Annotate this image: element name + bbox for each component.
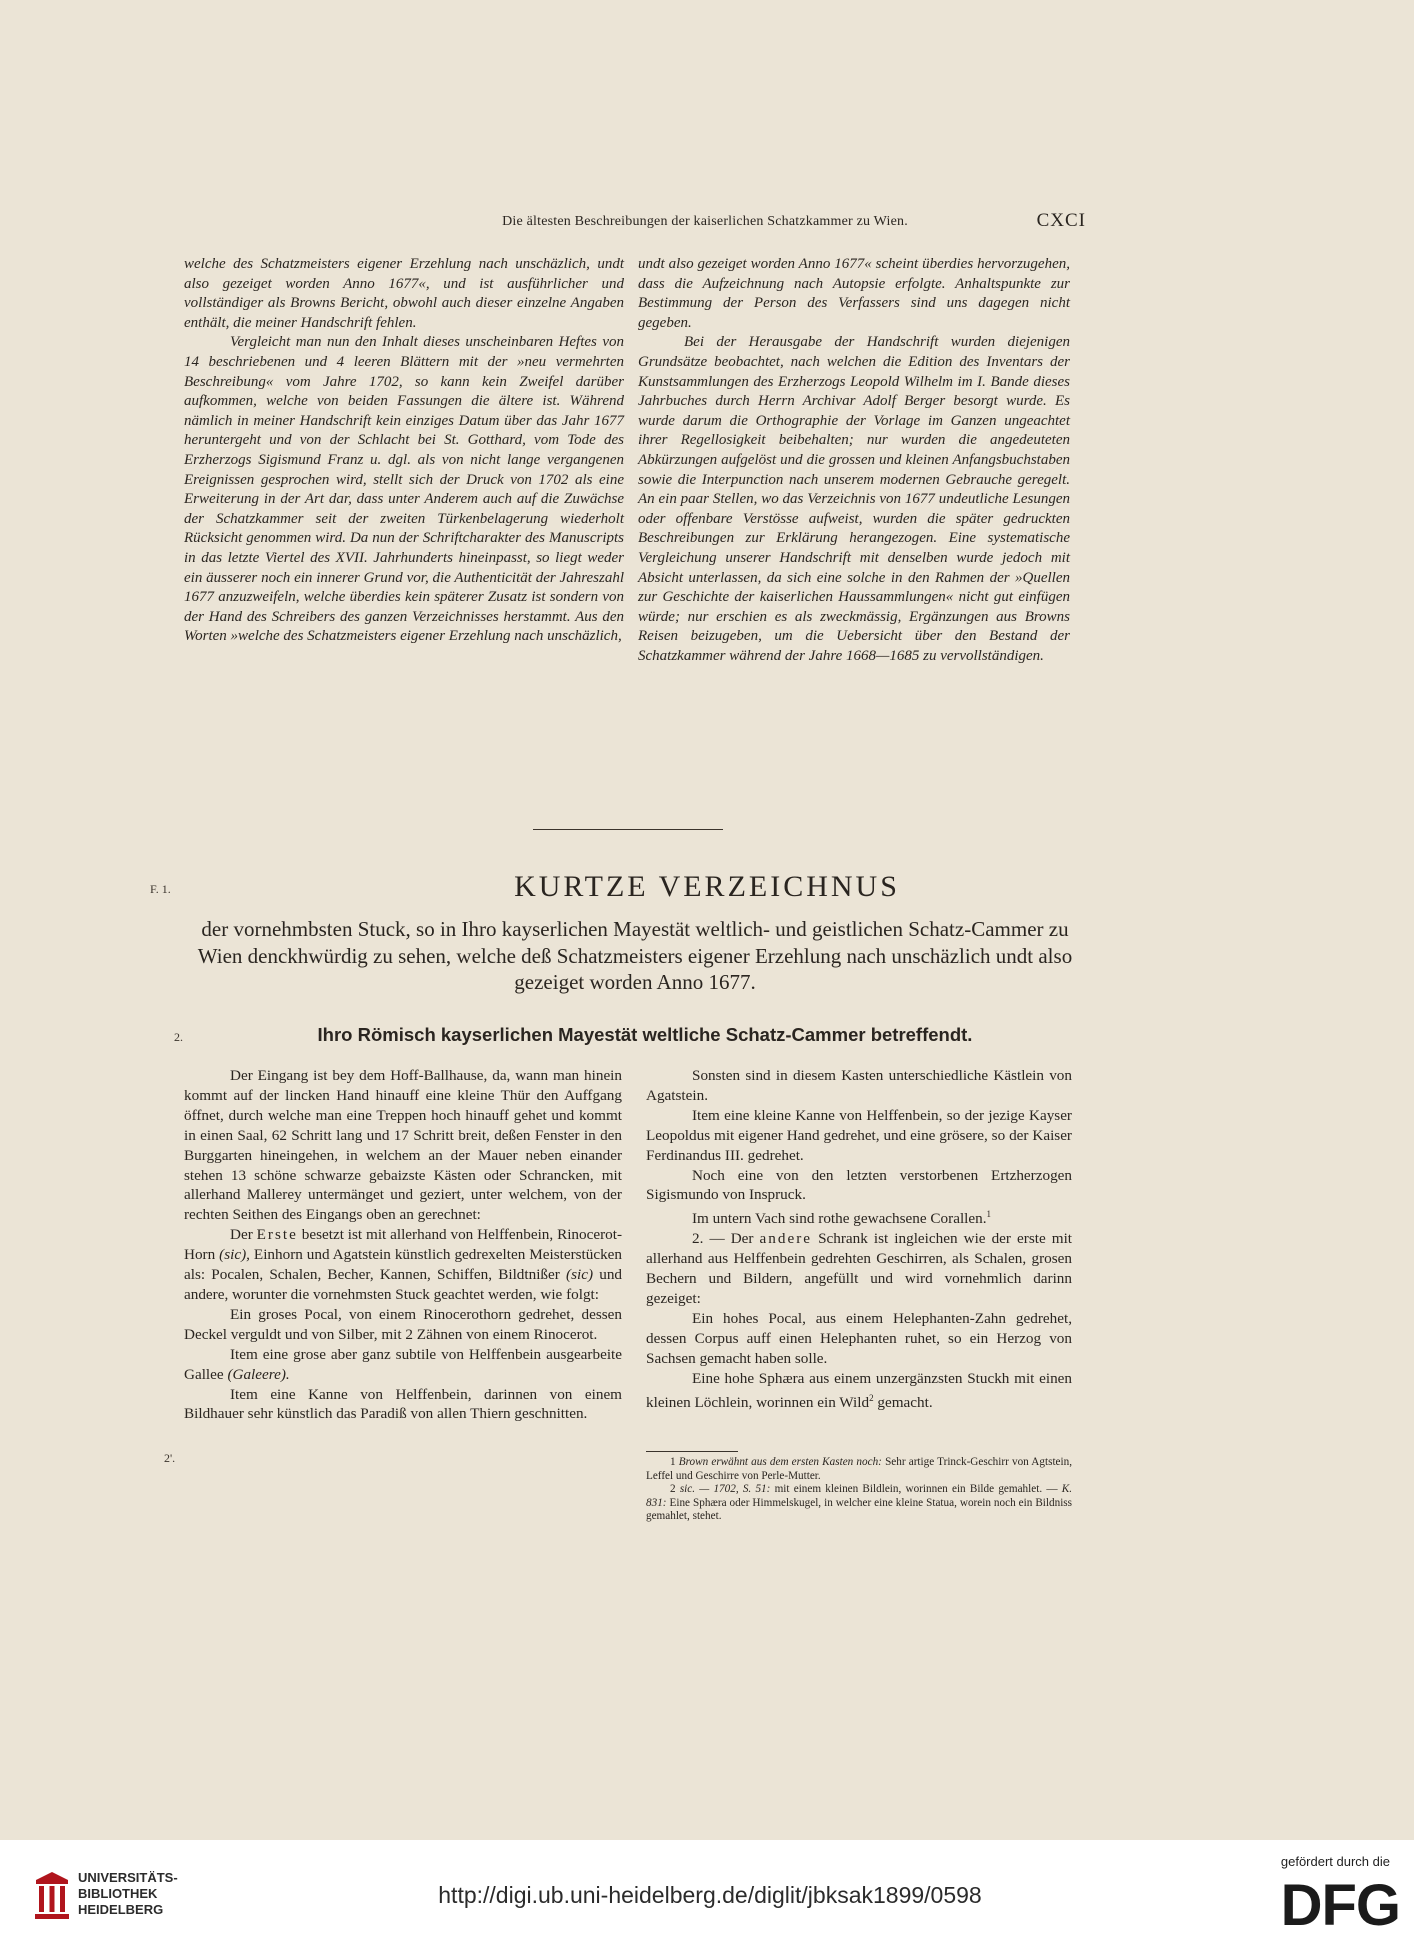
- footnotes: [646, 1456, 1072, 1524]
- ub-heidelberg-logo[interactable]: [32, 1870, 212, 1940]
- margin-marker-f1: F. 1.: [150, 882, 171, 896]
- body-paragraph: [184, 1225, 622, 1305]
- document-subtitle: der vornehmbsten Stuck, so in Ihro kayserlichen Mayestät weltlich- und geistlichen Schatz-Cammer zu Wien denckhwürdig zu sehen, welche deß Schatzmeisters eigener Erzehlung nach unschäzlich undt also gezeiget worden Anno 1677.: [197, 917, 1073, 994]
- text-run: Eine hohe Sphæra aus einem unzergänzsten Stuckh mit einen kleinen Löchlein, worinnen ein Wild: [646, 1369, 1072, 1411]
- body-paragraph: [646, 1205, 1072, 1229]
- intro-right-paragraph: Bei der Herausgabe der Handschrift wurden diejenigen Grundsätze beobachtet, nach welchen die Edition des Inventars der Kunstsammlungen des Erzherzogs Leopold Wilhelm im I. Bande dieses Jahrbuches durch Herrn Archivar Adolf Berger besorgt wurde. Es wurde darum die Orthographie der Vorlage im Ganzen ungeachtet ihrer Regellosigkeit beibehalten; nur wurden die angedeuteten Abkürzungen aufgelöst und die grossen und kleinen Anfangsbuchstaben sowie die Interpunction nach unserem modernen Gebrauche geregelt. An ein paar Stellen, wo das Verzeichnis von 1677 undeutliche Lesungen oder offenbare Verstösse aufweist, wurden die später gedruckten Beschreibungen zur Erklärung herangezogen. Eine systematische Vergleichung unserer Handschrift mit denselben wurde jedoch mit Absicht unterlassen, da sich eine solche in den Rahmen der »Quellen zur Geschichte der kaiserlichen Haussammlungen« nicht gut einfügen würde; nur erschien es als zweckmässig, Ergänzungen aus Browns Reisen beizugeben, um die Uebersicht über den Bestand der Schatzkammer während der Jahre 1668—1685 zu vervollständigen.: [638, 334, 1070, 664]
- body-paragraph: Item eine Kanne von Helffenbein, darinnen von einem Bildhauer sehr künstlich das Paradiß von allen Thiern geschnitten.: [184, 1385, 622, 1423]
- footnote-number: 1: [670, 1456, 676, 1468]
- italic-run: sic. — 1702, S. 51:: [679, 1483, 771, 1496]
- text-run: und andere, worunter die vornehmsten Stuck geachtet werden, wie folgt:: [184, 1266, 623, 1303]
- footnote: [646, 1483, 1072, 1524]
- intro-left-column: [184, 255, 624, 647]
- intro-right-paragraph: undt also gezeiget worden Anno 1677« scheint überdies hervorzugehen, dass die Aufzeichnung nach Autopsie erfolgte. Anhaltspunkte zur Bestimmung der Person des Verfassers sind uns dagegen nicht gegeben.: [638, 256, 1070, 331]
- body-paragraph: [646, 1369, 1072, 1413]
- italic-run: (Galeere).: [227, 1365, 290, 1383]
- logo-line: UNIVERSITÄTS-: [78, 1870, 178, 1885]
- logo-line: HEIDELBERG: [78, 1902, 164, 1917]
- intro-left-paragraph: Vergleicht man nun den Inhalt dieses unscheinbaren Heftes von 14 beschriebenen und 4 leeren Blättern mit der »neu vermehrten Beschreibung« vom Jahre 1702, so kann kein Zweifel darüber aufkommen, welche von beiden Fassungen die ältere ist. Während nämlich in meiner Handschrift kein einziges Datum über das Jahr 1677 heruntergeht und von der Schlacht bei St. Gotthard, vom Tode des Erzherzogs Sigismund Franz u. dgl. als von nicht lange vergangenen Ereignissen gesprochen wird, stellt sich der Druck von 1702 als eine Erweiterung in der Art dar, dass unter Anderem auch auf die Zuwächse der Schatzkammer seit der zweiten Türkenbelagerung wiederholt Rücksicht genommen wird. Da nun der Schriftcharakter des Manuscripts in das letzte Viertel des XVII. Jahrhunderts hineinpasst, so liegt weder ein äusserer noch ein innerer Grund vor, die Authenticität der Jahreszahl 1677 anzuzweifeln, welche überdies kein späterer Zusatz ist sondern von der Hand des Schreibers des ganzen Verzeichnisses herstammt. Aus den Worten »welche des Schatzmeisters eigener Erzehlung nach unschäzlich,: [184, 334, 624, 645]
- body-paragraph: Ein hohes Pocal, aus einem Helephanten-Zahn gedrehet, dessen Corpus auff einen Helephanten ruhet, so ein Herzog von Sachsen gemacht haben solle.: [646, 1309, 1072, 1367]
- text-run: Schrank ist ingleichen wie der erste mit allerhand aus Helffenbein gedrehten Geschirren, als Schalen, grosen Bechern und Bildern, angefüllt und wird vornehmlich darinn gezeiget:: [646, 1230, 1073, 1308]
- text-run: Sehr artige Trinck-Geschirr von Agtstein, Leffel und Geschirre von Perle-Mutter.: [646, 1456, 1073, 1482]
- text-run: gemacht.: [877, 1393, 933, 1411]
- body-paragraph: Sonsten sind in diesem Kasten unterschiedliche Kästlein von Agatstein.: [646, 1067, 1072, 1104]
- text-run: Der: [230, 1226, 253, 1244]
- body-paragraph: [184, 1345, 622, 1385]
- italic-run: Brown erwähnt aus dem ersten Kasten noch:: [678, 1456, 882, 1468]
- text-run: 2. — Der: [692, 1230, 754, 1248]
- body-paragraph: [646, 1229, 1072, 1309]
- text-run: Item eine grose aber ganz subtile von Helffenbein ausgearbeite Gallee: [184, 1345, 622, 1383]
- body-left-column: [184, 1066, 622, 1424]
- section-heading: Ihro Römisch kayserlichen Mayestät weltliche Schatz-Cammer betreffendt.: [317, 1024, 973, 1045]
- body-paragraph: Ein groses Pocal, von einem Rinocerothorn gedrehet, dessen Deckel verguldt und von Silber, mit 2 Zähnen von einem Rinocerot.: [184, 1305, 622, 1343]
- text-run: mit einem kleinen Bildlein, worinnen ein Bilde gemahlet. —: [774, 1483, 1058, 1496]
- footnote-rule: [646, 1451, 738, 1452]
- text-run: besetzt ist mit allerhand von Helffenbein, Rinocerot-Horn: [184, 1226, 623, 1264]
- section-divider: [533, 829, 723, 830]
- body-paragraph: Item eine kleine Kanne von Helffenbein, so der jezige Kayser Leopoldus mit eigener Hand gedrehet, und eine grösere, so der Kaiser Ferdinandus III. gedrehet.: [646, 1106, 1072, 1164]
- intro-right-column: [638, 255, 1070, 666]
- margin-marker-2prime: 2'.: [164, 1451, 176, 1465]
- footnote-number: 2: [670, 1483, 676, 1496]
- dfg-logo[interactable]: DFG: [1280, 1873, 1400, 1938]
- library-emblem-icon: [32, 1870, 72, 1922]
- body-paragraph: Noch eine von den letzten verstorbenen Ertzherzogen Sigismundo von Inspruck.: [646, 1166, 1072, 1204]
- margin-marker-2: 2.: [174, 1030, 183, 1044]
- footnote-ref: 1: [986, 1209, 992, 1220]
- running-header-title: Die ältesten Beschreibungen der kaiserlichen Schatzkammer zu Wien.: [502, 214, 908, 229]
- footnote: [646, 1456, 1072, 1483]
- logo-line: BIBLIOTHEK: [78, 1886, 158, 1901]
- permalink-url[interactable]: http://digi.ub.uni-heidelberg.de/diglit/jbksak1899/0598: [438, 1882, 982, 1908]
- spaced-word: andere: [759, 1230, 812, 1248]
- italic-run: K. 831:: [646, 1483, 1073, 1509]
- italic-run: (sic): [566, 1266, 594, 1284]
- body-right-column: [646, 1066, 1072, 1413]
- funded-by-label: gefördert durch die: [1280, 1854, 1390, 1869]
- text-run: Im untern Vach sind rothe gewachsene Corallen.: [692, 1210, 987, 1228]
- text-run: Einhorn und Agatstein künstlich gedrexelten Meisterstücken als: Pocalen, Schalen, Becher, Kannen, Schiffen, Bildtnißer: [184, 1246, 623, 1284]
- logo-text: [78, 1870, 178, 1918]
- footnote-ref: 2: [869, 1392, 874, 1403]
- document-title: KURTZE VERZEICHNUS: [514, 870, 900, 903]
- page-number: CXCI: [1036, 210, 1086, 231]
- italic-run: (sic),: [219, 1246, 250, 1264]
- spaced-word: Erste: [256, 1226, 298, 1244]
- intro-left-paragraph: welche des Schatzmeisters eigener Erzehlung nach unschäzlich, undt also gezeiget worden Anno 1677«, und ist ausführlicher und vollständiger als Browns Bericht, obwohl auch dieser einzelne Angaben enthält, die meiner Handschrift fehlen.: [184, 256, 624, 331]
- body-paragraph: Der Eingang ist bey dem Hoff-Ballhause, da, wann man hinein kommt auf der lincken Hand hinauff eine kleine Thür den Auffgang öffnet, durch welche man eine Treppen hoch hinauff gehet und kommt in einen Saal, 62 Schritt lang und 17 Schritt breit, deßen Fenster in den Burggarten hineingehen, in welchem an der Mauer neben einander stehen 13 schöne schwarze gebaizste Kästen oder Schrancken, mit allerhand Mallerey untermänget und geziert, unter welchem, von der rechten Seithen des Eingangs oben an gerechnet:: [184, 1067, 622, 1224]
- text-run: Eine Sphæra oder Himmelskugel, in welcher eine kleine Statua, worein noch ein Bildniss gemahlet, stehet.: [646, 1496, 1073, 1523]
